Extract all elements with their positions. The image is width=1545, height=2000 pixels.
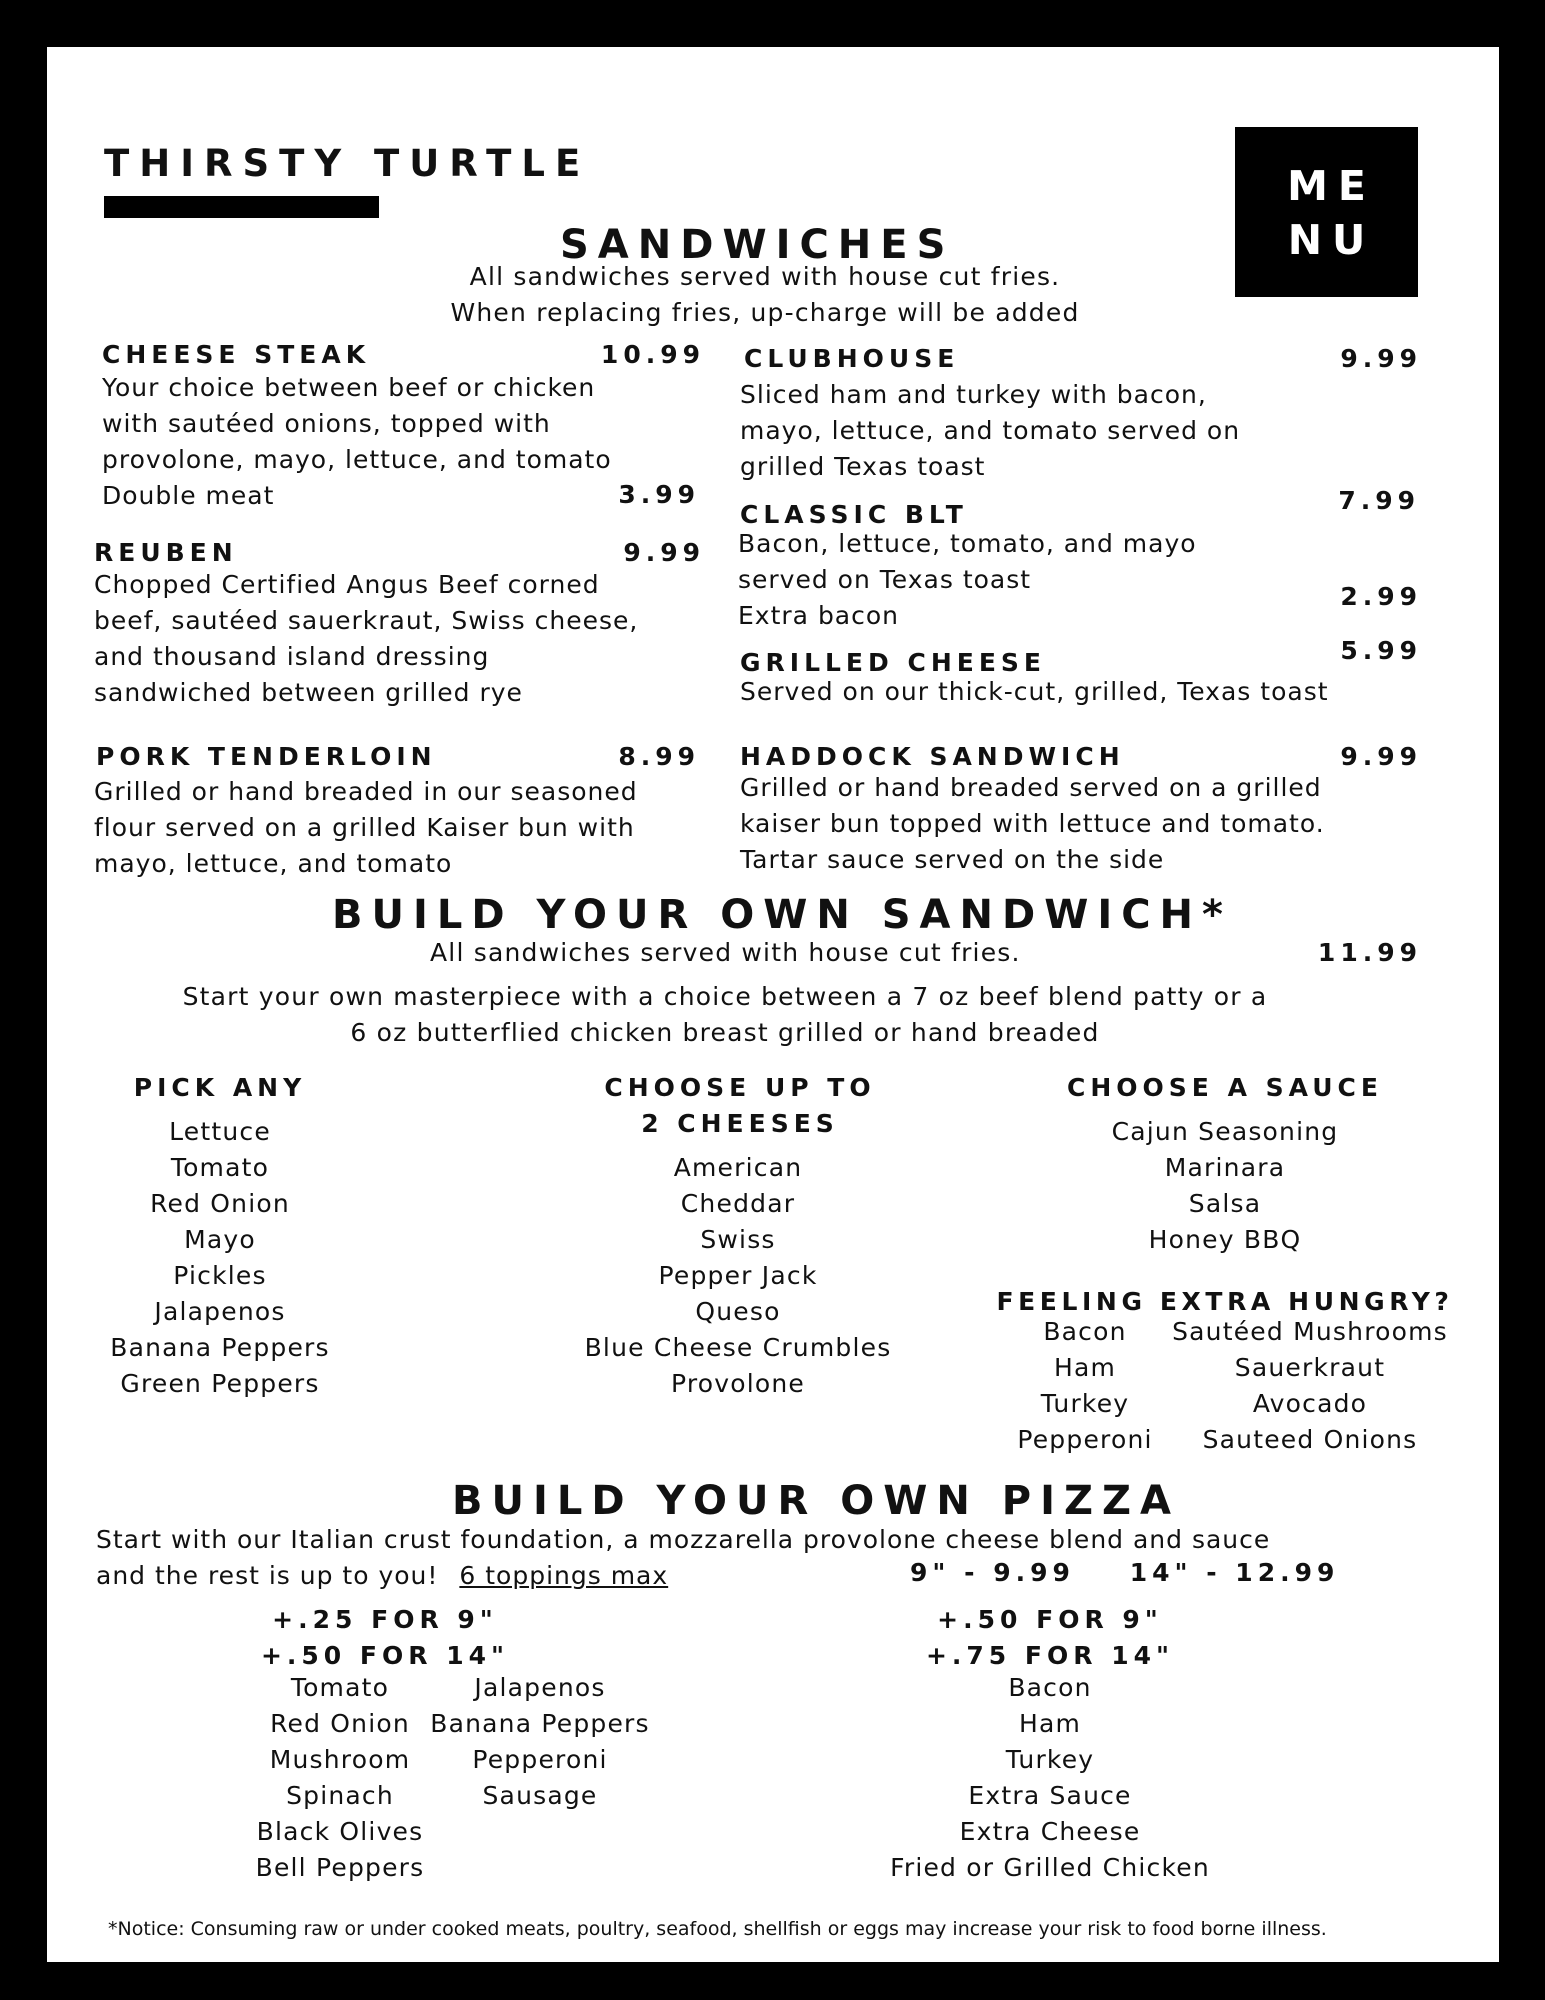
list-item: Tomato xyxy=(290,1673,390,1702)
pizza-tier1-price-line-1: +.25 FOR 9" xyxy=(272,1605,498,1634)
list-item: Fried or Grilled Chicken xyxy=(890,1853,1210,1882)
sauce-heading: CHOOSE A SAUCE xyxy=(1067,1073,1383,1102)
list-item: Jalapenos xyxy=(154,1297,286,1326)
pizza-tier1-list-left xyxy=(240,1670,440,1886)
food-safety-notice: *Notice: Consuming raw or under cooked meats, poultry, seafood, shellfish or eggs may increase your risk to food borne illness. xyxy=(108,1918,1327,1940)
cheese-steak-addon-price: 3.99 xyxy=(618,480,700,509)
list-item: Queso xyxy=(695,1297,781,1326)
description-line: Chopped Certified Angus Beef corned xyxy=(94,570,600,599)
cheeses-heading xyxy=(570,1070,910,1142)
classic-blt-description xyxy=(738,526,1197,634)
list-item: Salsa xyxy=(1188,1189,1262,1218)
pizza-size-prices: 9" - 9.99 14" - 12.99 xyxy=(910,1558,1340,1587)
description-line: Grilled or hand breaded in our seasoned xyxy=(94,777,638,806)
list-item: Pickles xyxy=(173,1261,267,1290)
pizza-tier2-price-line-1: +.50 FOR 9" xyxy=(937,1605,1163,1634)
list-item: Tomato xyxy=(170,1153,270,1182)
pizza-tier2-price-line-2: +.75 FOR 14" xyxy=(925,1641,1175,1670)
list-item: Provolone xyxy=(670,1369,806,1398)
extra-hungry-heading: FEELING EXTRA HUNGRY? xyxy=(996,1287,1454,1316)
classic-blt-price: 7.99 xyxy=(1338,486,1420,515)
list-item: Honey BBQ xyxy=(1148,1225,1302,1254)
list-item: Lettuce xyxy=(169,1117,271,1146)
cheese-steak-addon: Double meat xyxy=(102,481,275,510)
list-item: Pepper Jack xyxy=(658,1261,818,1290)
description-line: sandwiched between grilled rye xyxy=(94,678,523,707)
list-item: Extra Sauce xyxy=(968,1781,1132,1810)
cheeses-heading-line-1: CHOOSE UP TO xyxy=(604,1073,876,1102)
sandwiches-heading: SANDWICHES xyxy=(560,222,955,268)
pork-tenderloin-description xyxy=(94,774,638,882)
byo-sandwich-subtitle: All sandwiches served with house cut fries. xyxy=(430,938,1021,967)
list-item: Turkey xyxy=(1040,1389,1130,1418)
byo-sandwich-intro-1: Start your own masterpiece with a choice between a 7 oz beef blend patty or a xyxy=(182,982,1268,1011)
description-line: mayo, lettuce, and tomato served on xyxy=(740,416,1241,445)
description-line: Grilled or hand breaded served on a grilled xyxy=(740,773,1322,802)
list-item: Black Olives xyxy=(256,1817,424,1846)
restaurant-name: THIRSTY TURTLE xyxy=(104,142,591,185)
list-item: Red Onion xyxy=(270,1709,410,1738)
pizza-tier1-price xyxy=(220,1602,550,1674)
classic-blt-addon-price: 2.99 xyxy=(1340,582,1422,611)
pizza-intro-text: and the rest is up to you! xyxy=(96,1561,439,1590)
pizza-intro-1: Start with our Italian crust foundation, a mozzarella provolone cheese blend and sauce xyxy=(96,1525,1271,1554)
description-line: served on Texas toast xyxy=(738,565,1032,594)
pizza-tier2-list xyxy=(850,1670,1250,1886)
description-line: mayo, lettuce, and tomato xyxy=(94,849,453,878)
pick-any-heading: PICK ANY xyxy=(133,1073,307,1102)
list-item: Spinach xyxy=(286,1781,394,1810)
list-item: Extra Cheese xyxy=(959,1817,1141,1846)
pizza-heading: BUILD YOUR OWN PIZZA xyxy=(452,1478,1180,1524)
sandwiches-subtitle-2: When replacing fries, up-charge will be added xyxy=(450,298,1080,327)
grilled-cheese-name: GRILLED CHEESE xyxy=(740,648,1046,677)
list-item: Banana Peppers xyxy=(430,1709,650,1738)
sauce-list xyxy=(1050,1114,1400,1258)
clubhouse-name: CLUBHOUSE xyxy=(744,344,960,373)
menu-badge xyxy=(1235,127,1418,297)
list-item: Red Onion xyxy=(150,1189,290,1218)
list-item: Sautéed Mushrooms xyxy=(1172,1317,1448,1346)
list-item: Mushroom xyxy=(269,1745,411,1774)
haddock-sandwich-price: 9.99 xyxy=(1340,742,1422,771)
classic-blt-name: CLASSIC BLT xyxy=(740,500,968,529)
extra-hungry-list-right xyxy=(1160,1314,1460,1458)
menu-badge-line-2: NU xyxy=(1287,216,1376,264)
brand-underline-bar xyxy=(104,196,379,218)
byo-sandwich-intro-2: 6 oz butterflied chicken breast grilled or hand breaded xyxy=(350,1018,1100,1047)
clubhouse-description xyxy=(740,377,1240,485)
list-item: Swiss xyxy=(700,1225,776,1254)
list-item: Bacon xyxy=(1008,1673,1092,1702)
list-item: Sausage xyxy=(482,1781,598,1810)
description-line: grilled Texas toast xyxy=(740,452,986,481)
list-item: Blue Cheese Crumbles xyxy=(584,1333,892,1362)
list-item: Sauteed Onions xyxy=(1202,1425,1418,1454)
list-item: Avocado xyxy=(1252,1389,1368,1418)
extra-hungry-list-left xyxy=(995,1314,1175,1458)
cheese-steak-price: 10.99 xyxy=(600,340,705,369)
reuben-name: REUBEN xyxy=(94,538,238,567)
pizza-intro-2 xyxy=(96,1558,668,1594)
pork-tenderloin-price: 8.99 xyxy=(618,742,700,771)
classic-blt-addon: Extra bacon xyxy=(738,601,900,630)
list-item: Pepperoni xyxy=(1017,1425,1153,1454)
description-line: beef, sautéed sauerkraut, Swiss cheese, xyxy=(94,606,639,635)
list-item: Bacon xyxy=(1043,1317,1127,1346)
description-line: and thousand island dressing xyxy=(94,642,490,671)
list-item: Cheddar xyxy=(680,1189,796,1218)
list-item: Marinara xyxy=(1164,1153,1286,1182)
list-item: Sauerkraut xyxy=(1234,1353,1386,1382)
list-item: Ham xyxy=(1018,1709,1082,1738)
list-item: Mayo xyxy=(184,1225,256,1254)
list-item: Bell Peppers xyxy=(255,1853,425,1882)
grilled-cheese-description: Served on our thick-cut, grilled, Texas toast xyxy=(740,677,1329,706)
cheeses-heading-line-2: 2 CHEESES xyxy=(641,1109,839,1138)
cheese-steak-name: CHEESE STEAK xyxy=(102,340,371,369)
pick-any-list xyxy=(70,1114,370,1402)
description-line: Your choice between beef or chicken xyxy=(102,373,596,402)
byo-sandwich-heading: BUILD YOUR OWN SANDWICH* xyxy=(332,892,1232,938)
menu-badge-line-1: ME xyxy=(1287,162,1376,210)
grilled-cheese-price: 5.99 xyxy=(1340,636,1422,665)
list-item: Banana Peppers xyxy=(110,1333,330,1362)
pizza-tier1-list-right xyxy=(420,1670,660,1814)
haddock-sandwich-description xyxy=(740,770,1325,878)
list-item: American xyxy=(673,1153,803,1182)
description-line: provolone, mayo, lettuce, and tomato xyxy=(102,445,612,474)
cheese-steak-description xyxy=(102,370,612,514)
reuben-description xyxy=(94,567,638,711)
reuben-price: 9.99 xyxy=(623,538,705,567)
byo-sandwich-price: 11.99 xyxy=(1317,938,1422,967)
pizza-tier1-price-line-2: +.50 FOR 14" xyxy=(260,1641,510,1670)
list-item: Cajun Seasoning xyxy=(1111,1117,1339,1146)
list-item: Green Peppers xyxy=(120,1369,320,1398)
toppings-max-note: 6 toppings max xyxy=(459,1561,669,1590)
pork-tenderloin-name: PORK TENDERLOIN xyxy=(96,742,437,771)
list-item: Jalapenos xyxy=(474,1673,606,1702)
description-line: flour served on a grilled Kaiser bun with xyxy=(94,813,635,842)
sandwiches-subtitle-1: All sandwiches served with house cut fries. xyxy=(469,262,1061,291)
description-line: with sautéed onions, topped with xyxy=(102,409,551,438)
cheeses-list xyxy=(560,1150,916,1402)
clubhouse-price: 9.99 xyxy=(1340,344,1422,373)
list-item: Pepperoni xyxy=(472,1745,608,1774)
description-line: Sliced ham and turkey with bacon, xyxy=(740,380,1207,409)
description-line: Bacon, lettuce, tomato, and mayo xyxy=(738,529,1197,558)
description-line: Tartar sauce served on the side xyxy=(740,845,1165,874)
list-item: Ham xyxy=(1053,1353,1117,1382)
description-line: kaiser bun topped with lettuce and tomato. xyxy=(740,809,1325,838)
haddock-sandwich-name: HADDOCK SANDWICH xyxy=(740,742,1125,771)
list-item: Turkey xyxy=(1005,1745,1095,1774)
pizza-tier2-price xyxy=(880,1602,1220,1674)
